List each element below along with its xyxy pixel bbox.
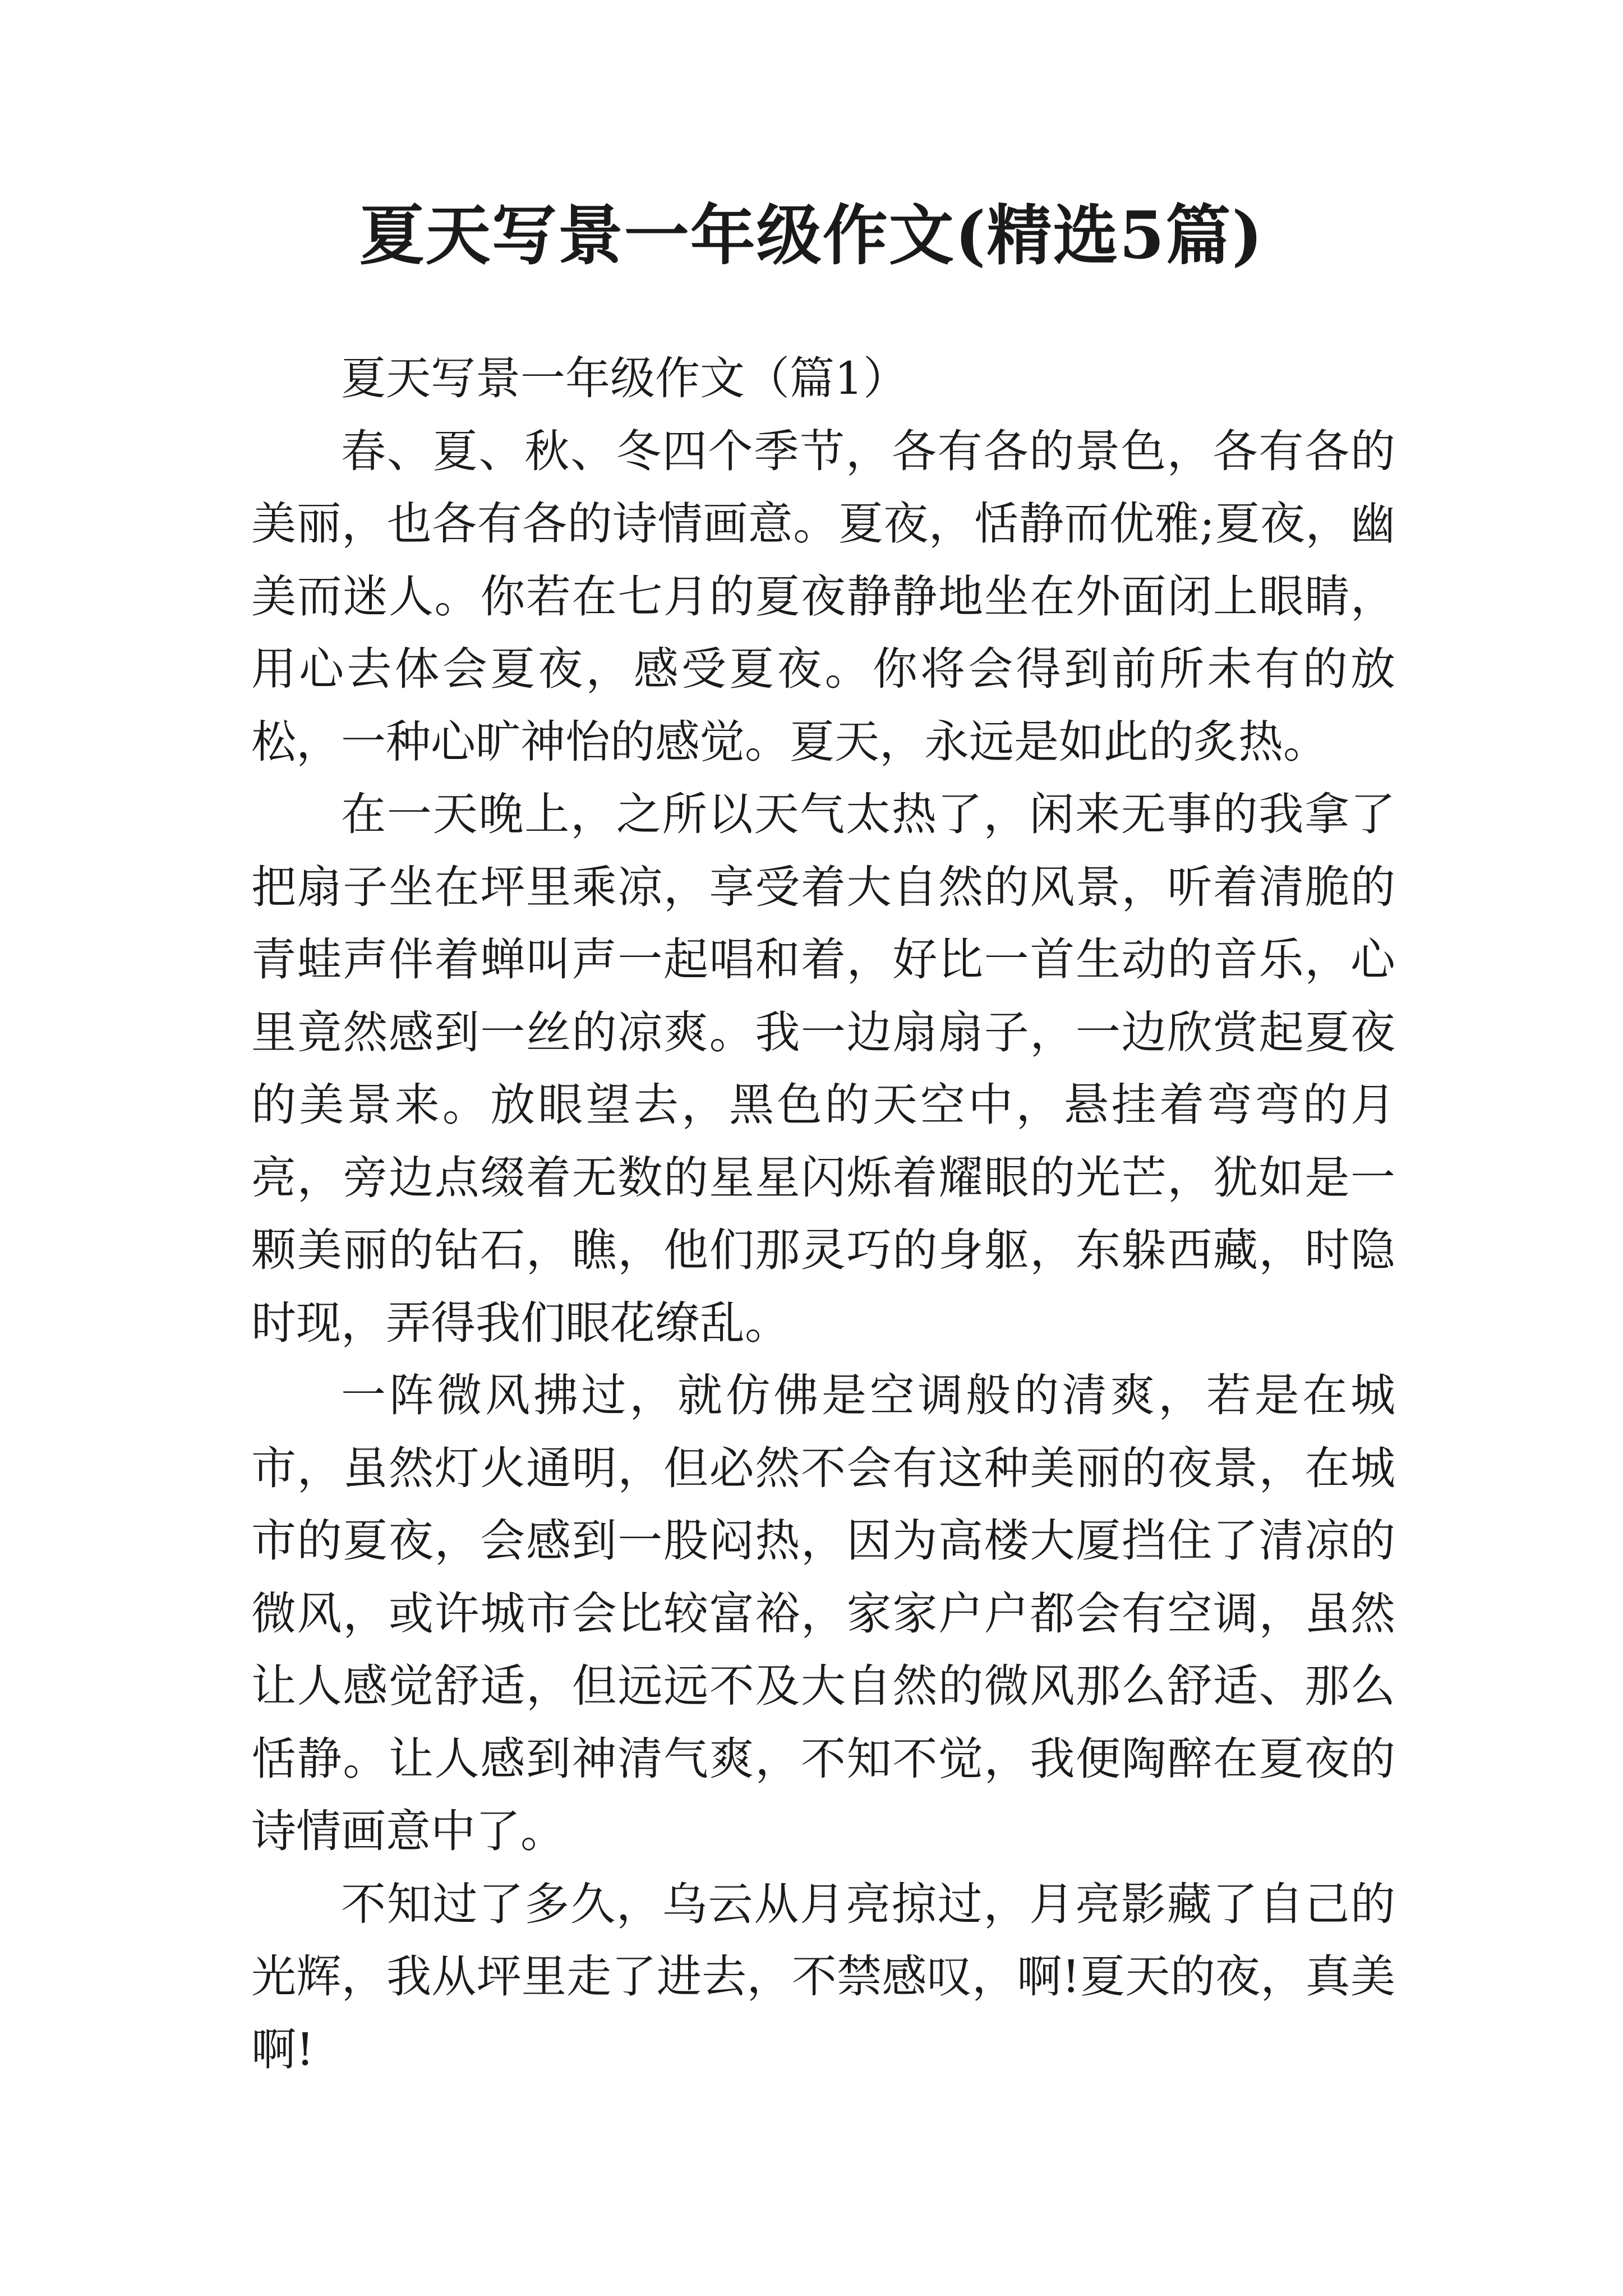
section-heading: 夏天写景一年级作文（篇1）: [341, 352, 908, 404]
paragraph-2: 在一天晚上，之所以天气太热了，闲来无事的我拿了把扇子坐在坪里乘凉，享受着大自然的风景，听着清脆的青蛙声伴着蝉叫声一起唱和着，好比一首生动的音乐，心里竟然感到一丝的凉爽。我一边扇扇子，一边欣赏起夏夜的美景来。放眼望去，黑色的天空中，悬挂着弯弯的月亮，旁边点缀着无数的星星闪烁着耀眼的光芒，犹如是一颗美丽的钻石，瞧，他们那灵巧的身躯，东躲西藏，时隐时现，弄得我们眼花缭乱。: [251, 788, 1395, 1349]
document-title: 夏天写景一年级作文(精选5篇): [359, 197, 1264, 274]
paragraph-1: 春、夏、秋、冬四个季节，各有各的景色，各有各的美丽，也各有各的诗情画意。夏夜，恬静而优雅;夏夜，幽美而迷人。你若在七月的夏夜静静地坐在外面闭上眼睛，用心去体会夏夜，感受夏夜。你将会得到前所未有的放松，一种心旷神怡的感觉。夏天，永远是如此的炙热。: [251, 425, 1395, 768]
document-body: [251, 342, 1395, 2086]
paragraph-3: 一阵微风拂过，就仿佛是空调般的清爽，若是在城市，虽然灯火通明，但必然不会有这种美丽的夜景，在城市的夏夜，会感到一股闷热，因为高楼大厦挡住了清凉的微风，或许城市会比较富裕，家家户户都会有空调，虽然让人感觉舒适，但远远不及大自然的微风那么舒适、那么恬静。让人感到神清气爽，不知不觉，我便陶醉在夏夜的诗情画意中了。: [251, 1369, 1395, 1857]
paragraph-4: 不知过了多久，乌云从月亮掠过，月亮影藏了自己的光辉，我从坪里走了进去，不禁感叹，啊!夏天的夜，真美啊!: [251, 1878, 1395, 2076]
